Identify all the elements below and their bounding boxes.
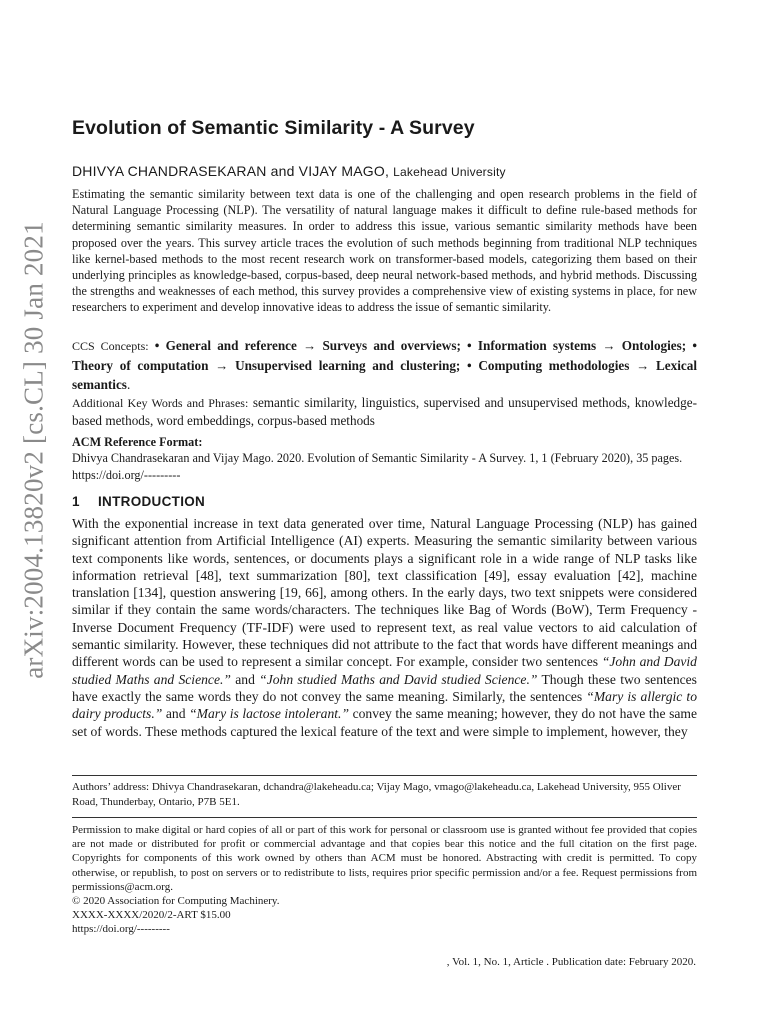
arxiv-stamp — [12, 210, 56, 690]
acm-reference-heading: ACM Reference Format: — [72, 435, 203, 449]
intro-text: and — [230, 671, 260, 687]
intro-text: and — [162, 706, 190, 722]
example-sentence: “Mary is lactose intolerant.” — [189, 706, 350, 722]
introduction-paragraph — [72, 515, 697, 740]
paper-title: Evolution of Semantic Similarity - A Survey — [72, 117, 475, 139]
acm-reference-text: Dhivya Chandrasekaran and Vijay Mago. 2020. Evolution of Semantic Similarity - A Survey. 1, 1 (February 2020), 35 pages. https://doi.org/--------- — [72, 451, 683, 482]
ccs-label: CCS Concepts: — [72, 339, 149, 353]
example-sentence: “John and David studied Maths and Science.” — [72, 654, 697, 687]
example-sentence: “Mary is allergic to dairy products.” — [72, 688, 697, 722]
author-names: DHIVYA CHANDRASEKARAN and VIJAY MAGO, — [72, 163, 390, 179]
publication-footer: , Vol. 1, No. 1, Article . Publication date: February 2020. — [446, 956, 696, 968]
ccs-concept: • Computing methodologies → Lexical semantics — [72, 358, 697, 392]
arxiv-identifier: arXiv:2004.13820v2 [cs.CL] 30 Jan 2021 — [18, 221, 49, 679]
doi-link[interactable]: https://doi.org/--------- — [72, 923, 170, 936]
keywords-label: Additional Key Words and Phrases: — [72, 396, 249, 410]
example-sentence: “John studied Maths and David studied Science.” — [259, 671, 538, 687]
permission-block — [72, 823, 697, 937]
section-number: 1 — [72, 494, 80, 509]
ccs-concept: • Theory of computation → Unsupervised learning and clustering; — [72, 338, 698, 373]
acm-reference — [72, 434, 697, 483]
affiliation: Lakehead University — [393, 165, 506, 179]
keywords — [72, 394, 697, 430]
intro-text: With the exponential increase in text data generated over time, Natural Language Processing (NLP) has gained significant attention from Artificial Intelligence (AI) experts. Measuring the semantic similarity between various text components like words, sentences, or documents plays a significant role in a wide range of NLP tasks like information retrieval [48], text summarization [80], text classification [49], essay evaluation [42], machine translation [134], question answering [19, 66], among others. In the early days, two text snippets were considered similar if they contain the same words/characters. The techniques like Bag of Words (BoW), Term Frequency - Inverse Document Frequency (TF-IDF) were used to represent text, as real value vectors to aid calculation of semantic similarity. However, these techniques did not attribute to the fact that words have different meanings and different words can be used to represent a similar concept. For example, consider two sentences — [72, 516, 697, 670]
ccs-concepts — [72, 336, 697, 394]
section-heading — [72, 494, 697, 509]
authors-address-footnote: Authors’ address: Dhivya Chandrasekaran, dchandra@lakeheadu.ca; Vijay Mago, vmago@lakeheadu.ca, Lakehead University, 955 Oliver Road, Thunderbay, Ontario, P7B 5E1. — [72, 781, 681, 808]
footnote-divider — [72, 775, 697, 776]
intro-text: Though these two sentences have exactly the same words they do not convey the same meaning. Similarly, the sentences — [72, 671, 697, 704]
copyright-line: © 2020 Association for Computing Machinery. — [72, 895, 280, 908]
permission-notice: Permission to make digital or hard copies of all or part of this work for personal or classroom use is granted without fee provided that copies are not made or distributed for profit or commercial advantage and that copies bear this notice and the full citation on the first page. Copyrights for components of this work owned by others than ACM must be honored. Abstracting with credit is permitted. To copy otherwise, or republish, to post on servers or to redistribute to lists, requires prior specific permission and/or a fee. Request permissions from permissions@acm.org. — [72, 824, 697, 893]
ccs-concept: • General and reference → Surveys and overviews; — [154, 338, 461, 353]
issn-line: XXXX-XXXX/2020/2-ART $15.00 — [72, 909, 231, 922]
keywords-text: semantic similarity, linguistics, supervised and unsupervised methods, knowledge-based methods, word embeddings, corpus-based methods — [72, 395, 697, 428]
author-line — [72, 163, 697, 179]
permission-divider — [72, 817, 697, 818]
section-title: INTRODUCTION — [98, 494, 206, 509]
abstract: Estimating the semantic similarity between text data is one of the challenging and open research problems in the field of Natural Language Processing (NLP). The versatility of natural language makes it difficult to define rule-based methods for determining semantic similarity measures. In order to address this issue, various semantic similarity methods have been proposed over the years. This survey article traces the evolution of such methods beginning from traditional NLP techniques like kernel-based methods to the most recent research work on transformer-based models, categorizing them based on their underlying principles as knowledge-based, corpus-based, deep neural network-based methods, and hybrid methods. Discussing the strengths and weaknesses of each method, this survey provides a comprehensive view of existing systems in place, for new researchers to experiment and develop innovative ideas to address the issue of semantic similarity. — [72, 187, 697, 315]
ccs-end: . — [126, 377, 131, 392]
ccs-concept: • Information systems → Ontologies; — [467, 338, 687, 353]
intro-text: convey the same meaning; however, they do not have the same set of words. These methods captured the lexical feature of the text and were simple to implement, however, they — [72, 706, 698, 739]
